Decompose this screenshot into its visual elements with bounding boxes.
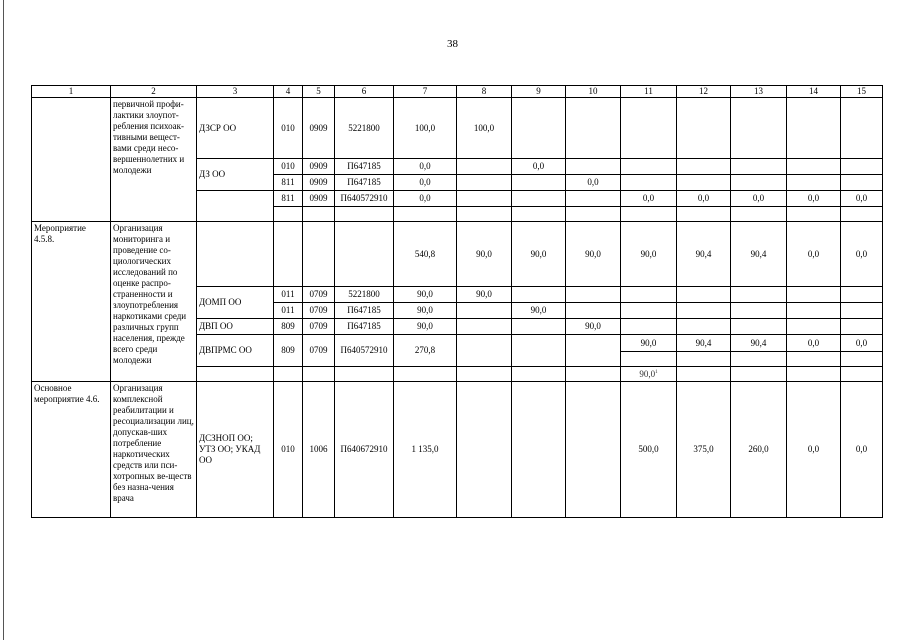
col-header-6: 6 bbox=[335, 86, 394, 98]
cell-c8: 90,0 bbox=[457, 287, 512, 303]
cell-c14 bbox=[787, 175, 841, 191]
cell-c7: 270,8 bbox=[394, 335, 457, 367]
cell-c14 bbox=[787, 98, 841, 159]
col-header-13: 13 bbox=[731, 86, 787, 98]
cell-c4 bbox=[274, 222, 303, 287]
cell-c8 bbox=[457, 191, 512, 207]
cell-c5: 0909 bbox=[303, 191, 335, 207]
footnote-mark: 1 bbox=[655, 369, 658, 375]
cell-c7: 90,0 bbox=[394, 287, 457, 303]
cell-c6 bbox=[335, 222, 394, 287]
cell-c4: 811 bbox=[274, 175, 303, 191]
executor-cell bbox=[197, 222, 274, 287]
cell-c6: П647185 bbox=[335, 175, 394, 191]
cell-c6: П640572910 bbox=[335, 335, 394, 367]
cell-c7: 90,0 bbox=[394, 319, 457, 335]
cell-c12 bbox=[677, 98, 731, 159]
footnote-value-cell bbox=[621, 367, 677, 382]
cell-c5: 0909 bbox=[303, 98, 335, 159]
executor-cell: ДЗ ОО bbox=[197, 159, 274, 191]
table-row bbox=[32, 222, 883, 287]
col-header-5: 5 bbox=[303, 86, 335, 98]
col-header-8: 8 bbox=[457, 86, 512, 98]
cell-c7: 0,0 bbox=[394, 175, 457, 191]
cell-c7: 90,0 bbox=[394, 303, 457, 319]
cell-c4: 010 bbox=[274, 159, 303, 175]
col-header-9: 9 bbox=[512, 86, 566, 98]
cell-c13: 90,4 bbox=[731, 222, 787, 287]
cell-c4: 809 bbox=[274, 335, 303, 367]
cell-c14: 0,0 bbox=[787, 382, 841, 518]
col-header-3: 3 bbox=[197, 86, 274, 98]
cell-c7: 0,0 bbox=[394, 159, 457, 175]
table-row bbox=[32, 382, 883, 518]
cell-c5: 1006 bbox=[303, 382, 335, 518]
col-header-10: 10 bbox=[566, 86, 621, 98]
col-header-1: 1 bbox=[32, 86, 111, 98]
activity-id: Мероприятие 4.5.8. bbox=[32, 222, 111, 382]
cell-c10: 90,0 bbox=[566, 222, 621, 287]
cell-c4: 811 bbox=[274, 191, 303, 207]
executor-cell bbox=[197, 191, 274, 222]
cell-c4: 010 bbox=[274, 98, 303, 159]
cell-c6: 5221800 bbox=[335, 98, 394, 159]
table-row bbox=[32, 98, 883, 159]
executor-cell: ДВП ОО bbox=[197, 319, 274, 335]
cell-c6: П640572910 bbox=[335, 191, 394, 207]
cell-c15 bbox=[841, 175, 883, 191]
cell-c11: 90,0 bbox=[621, 222, 677, 287]
cell-c13 bbox=[731, 175, 787, 191]
cell-c11 bbox=[621, 175, 677, 191]
cell-c13 bbox=[731, 159, 787, 175]
cell-c13: 90,4 bbox=[731, 335, 787, 352]
cell-c11: 90,0 bbox=[621, 335, 677, 352]
cell-c14: 0,0 bbox=[787, 191, 841, 207]
cell-c11: 500,0 bbox=[621, 382, 677, 518]
col-header-12: 12 bbox=[677, 86, 731, 98]
activity-description: Организация комплексной реабилитации и ресоциализации лиц, допускав-ших потребление наркотических средств или пси-хотропных ве-ществ без назна-чения врача bbox=[111, 382, 197, 518]
cell-c10 bbox=[566, 98, 621, 159]
left-margin-rule bbox=[3, 0, 4, 640]
cell-c15: 0,0 bbox=[841, 222, 883, 287]
cell-c4: 011 bbox=[274, 287, 303, 303]
cell-c15: 0,0 bbox=[841, 335, 883, 352]
executor-cell: ДЗСР ОО bbox=[197, 98, 274, 159]
executor-cell: ДВПРМС ОО bbox=[197, 335, 274, 367]
activity-id-cell bbox=[32, 98, 111, 222]
cell-c5: 0709 bbox=[303, 303, 335, 319]
cell-c12 bbox=[677, 159, 731, 175]
cell-c9: 90,0 bbox=[512, 222, 566, 287]
page-number: 38 bbox=[447, 38, 458, 50]
cell-c7: 100,0 bbox=[394, 98, 457, 159]
cell-c4: 010 bbox=[274, 382, 303, 518]
cell-c5 bbox=[303, 222, 335, 287]
cell-c15: 0,0 bbox=[841, 191, 883, 207]
cell-c12 bbox=[677, 175, 731, 191]
cell-c14: 0,0 bbox=[787, 222, 841, 287]
cell-c11: 0,0 bbox=[621, 191, 677, 207]
cell-c10 bbox=[566, 159, 621, 175]
cell-c10 bbox=[566, 191, 621, 207]
col-header-2: 2 bbox=[111, 86, 197, 98]
cell-c12: 375,0 bbox=[677, 382, 731, 518]
col-header-4: 4 bbox=[274, 86, 303, 98]
col-header-15: 15 bbox=[841, 86, 883, 98]
cell-c6: П647185 bbox=[335, 159, 394, 175]
cell-c12: 0,0 bbox=[677, 191, 731, 207]
cell-c10: 0,0 bbox=[566, 175, 621, 191]
cell-c12: 90,4 bbox=[677, 335, 731, 352]
cell-c14 bbox=[787, 159, 841, 175]
cell-c5: 0709 bbox=[303, 335, 335, 367]
activity-description: первичной профи-лактики злоупот-ребления психоак-тивными вещест-вами среди несо-вершеннолетних и молодежи bbox=[111, 98, 197, 222]
cell-c5: 0909 bbox=[303, 159, 335, 175]
cell-c4: 809 bbox=[274, 319, 303, 335]
cell-c5: 0909 bbox=[303, 175, 335, 191]
cell-c5: 0709 bbox=[303, 319, 335, 335]
cell-c10: 90,0 bbox=[566, 319, 621, 335]
col-header-7: 7 bbox=[394, 86, 457, 98]
cell-c15 bbox=[841, 98, 883, 159]
cell-c6: П647185 bbox=[335, 319, 394, 335]
cell-c15: 0,0 bbox=[841, 382, 883, 518]
budget-table bbox=[31, 85, 883, 518]
cell-c14: 0,0 bbox=[787, 335, 841, 352]
cell-c7: 0,0 bbox=[394, 191, 457, 207]
activity-description: Организация мониторинга и проведение со-циологических исследований по оценке распро-страненности и злоупотребления наркотиками среди различных групп населения, прежде всего среди молодежи bbox=[111, 222, 197, 382]
cell-c9: 90,0 bbox=[512, 303, 566, 319]
cell-c8: 90,0 bbox=[457, 222, 512, 287]
cell-c7: 1 135,0 bbox=[394, 382, 457, 518]
executor-cell: ДОМП ОО bbox=[197, 287, 274, 319]
cell-c15 bbox=[841, 159, 883, 175]
cell-c4: 011 bbox=[274, 303, 303, 319]
executor-cell: ДСЗНОП ОО; УТЗ ОО; УКАД ОО bbox=[197, 382, 274, 518]
cell-c6: 5221800 bbox=[335, 287, 394, 303]
col-header-11: 11 bbox=[621, 86, 677, 98]
footnote-value: 90,0 bbox=[639, 368, 656, 379]
cell-c5: 0709 bbox=[303, 287, 335, 303]
col-header-14: 14 bbox=[787, 86, 841, 98]
cell-c9: 0,0 bbox=[512, 159, 566, 175]
cell-c8 bbox=[457, 175, 512, 191]
cell-c7: 540,8 bbox=[394, 222, 457, 287]
cell-c11 bbox=[621, 159, 677, 175]
cell-c8 bbox=[457, 159, 512, 175]
cell-c13: 260,0 bbox=[731, 382, 787, 518]
cell-c9 bbox=[512, 98, 566, 159]
cell-c13 bbox=[731, 98, 787, 159]
column-number-row bbox=[32, 86, 883, 98]
cell-c9 bbox=[512, 175, 566, 191]
cell-c12: 90,4 bbox=[677, 222, 731, 287]
cell-c13: 0,0 bbox=[731, 191, 787, 207]
cell-c9 bbox=[512, 191, 566, 207]
cell-c8: 100,0 bbox=[457, 98, 512, 159]
cell-c6: П640672910 bbox=[335, 382, 394, 518]
activity-id: Основное мероприятие 4.6. bbox=[32, 382, 111, 518]
cell-c11 bbox=[621, 98, 677, 159]
cell-c6: П647185 bbox=[335, 303, 394, 319]
